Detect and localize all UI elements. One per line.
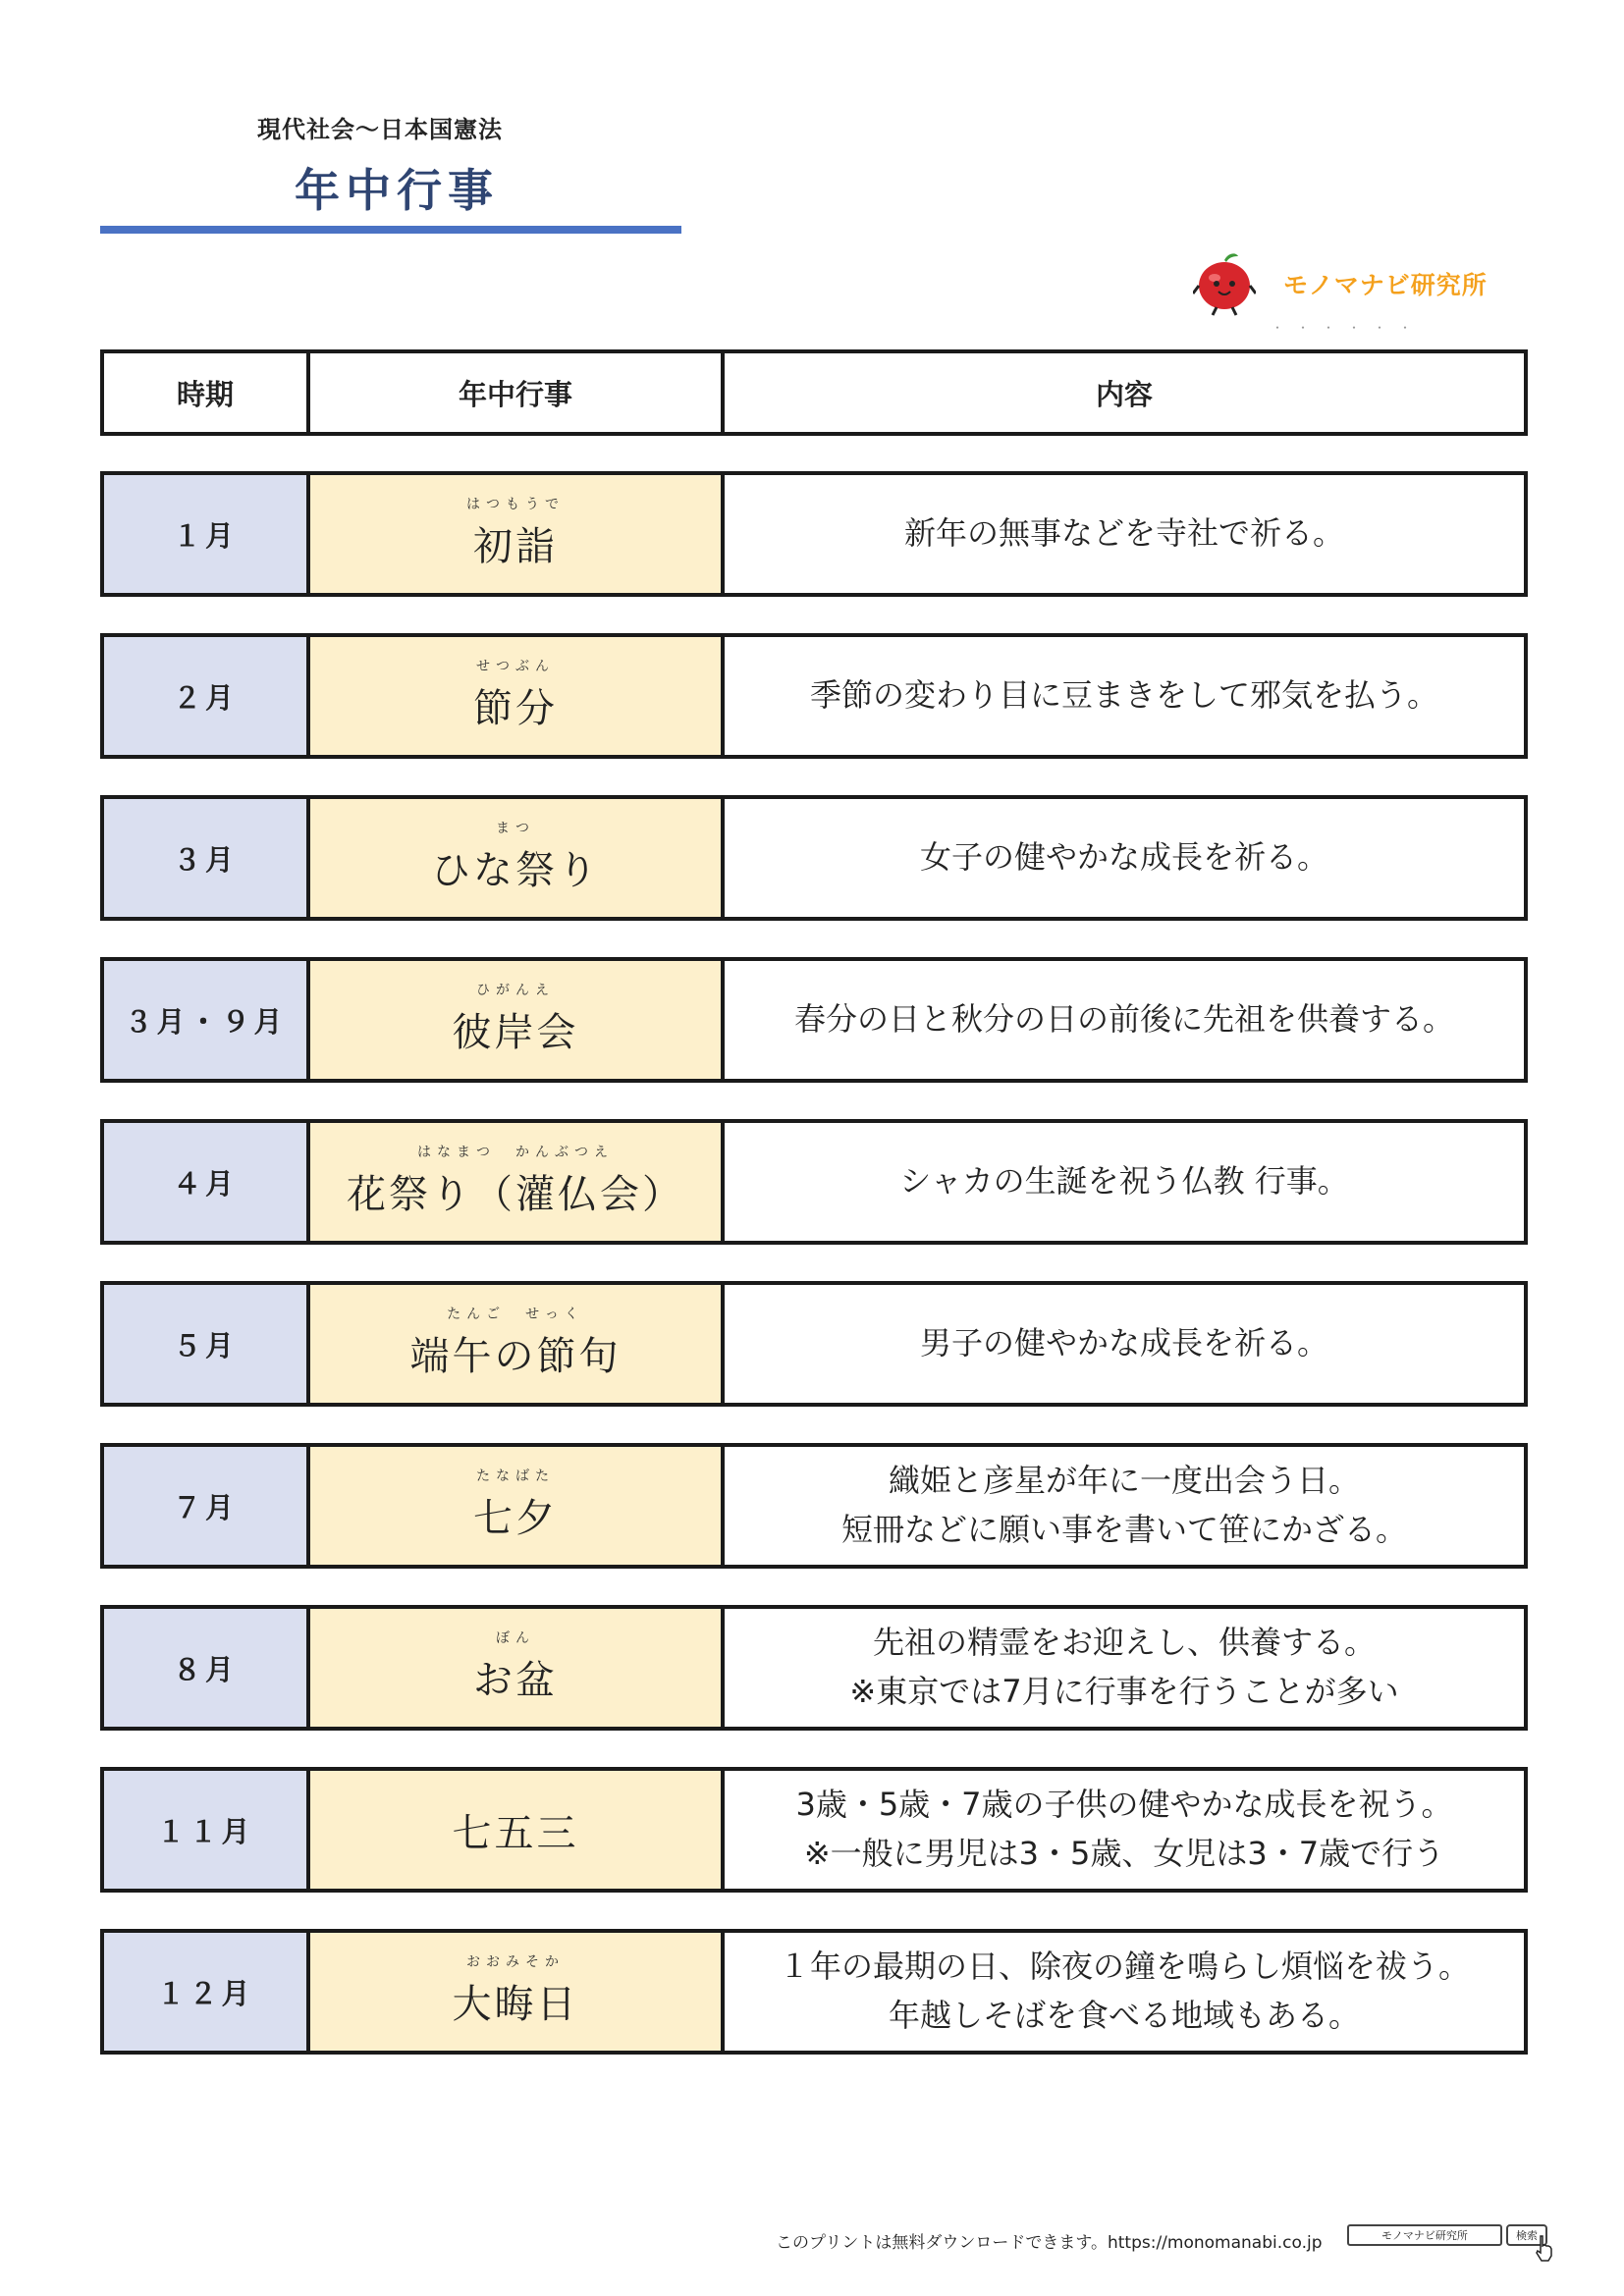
- event-ruby: はなまつ かんぶつえ: [417, 1144, 614, 1160]
- brand-logo: [1173, 240, 1507, 339]
- content-line: 春分の日と秋分の日の前後に先祖を供養する。: [793, 1000, 1454, 1039]
- content-line: 女子の健やかな成長を祈る。: [919, 838, 1328, 877]
- row-content: [725, 637, 1524, 755]
- column-header-period: 時期: [104, 353, 310, 432]
- row-period: ８月: [104, 1609, 310, 1727]
- row-period: ５月: [104, 1285, 310, 1403]
- row-event: [310, 1285, 725, 1403]
- page-subtitle: 現代社会〜日本国憲法: [257, 116, 503, 143]
- row-period: ２月: [104, 637, 310, 755]
- event-ruby: はつもうで: [466, 496, 565, 512]
- row-event: [310, 1771, 725, 1889]
- column-header-content: 内容: [1095, 377, 1153, 411]
- content-line: 先祖の精霊をお迎えし、供養する。: [872, 1624, 1376, 1662]
- row-content: [725, 1123, 1524, 1241]
- event-ruby: ひがんえ: [476, 982, 555, 998]
- row-content: [725, 475, 1524, 593]
- row-event: [310, 1447, 725, 1565]
- event-ruby: たなばた: [476, 1468, 555, 1484]
- table-row: [100, 1119, 1528, 1245]
- event-name: ひな祭り: [431, 847, 600, 893]
- footer-download-note: このプリントは無料ダウンロードできます。https://monomanabi.co.jp: [776, 2233, 1323, 2253]
- row-event: [310, 637, 725, 755]
- content-line: 男子の健やかな成長を祈る。: [919, 1324, 1328, 1362]
- content-line: ※一般に男児は3・5歳、女児は3・7歳で行う: [803, 1835, 1445, 1872]
- row-period: １２月: [104, 1933, 310, 2051]
- row-period: ７月: [104, 1447, 310, 1565]
- row-period: １月: [104, 475, 310, 593]
- event-name: 七夕: [473, 1495, 558, 1541]
- row-event: [310, 475, 725, 593]
- row-event: [310, 961, 725, 1079]
- content-line: ※東京では7月に行事を行うことが多い: [849, 1673, 1399, 1710]
- column-header-event: 年中行事: [310, 353, 725, 432]
- hand-cursor-icon: [1534, 2234, 1555, 2262]
- event-ruby: せつぶん: [476, 658, 555, 674]
- row-period: ３月・９月: [104, 961, 310, 1079]
- row-content: [725, 1447, 1524, 1565]
- brand-name: モノマナビ研究所: [1283, 271, 1488, 299]
- table-row: [100, 795, 1528, 921]
- footer-search-button: 検索: [1506, 2224, 1547, 2246]
- row-event: [310, 1123, 725, 1241]
- table-row: [100, 1281, 1528, 1407]
- row-content: [725, 1771, 1524, 1889]
- row-event: [310, 799, 725, 917]
- event-name: 彼岸会: [452, 1009, 579, 1055]
- title-underline: [100, 226, 681, 234]
- table-row: [100, 1605, 1528, 1731]
- footer-search-field: モノマナビ研究所: [1347, 2224, 1502, 2246]
- event-name: 節分: [473, 685, 558, 731]
- row-period: １１月: [104, 1771, 310, 1889]
- row-content: [725, 961, 1524, 1079]
- event-name: 初詣: [473, 523, 558, 569]
- content-line: シャカの生誕を祝う仏教 行事。: [899, 1162, 1349, 1201]
- table-row: [100, 471, 1528, 597]
- row-period: ３月: [104, 799, 310, 917]
- row-content: [725, 1285, 1524, 1403]
- table-row: [100, 1767, 1528, 1893]
- table-row: [100, 957, 1528, 1083]
- event-name: 端午の節句: [409, 1333, 622, 1379]
- event-ruby: まつ: [496, 820, 535, 836]
- content-line: 織姫と彦星が年に一度出会う日。: [888, 1462, 1360, 1500]
- content-line: １年の最期の日、除夜の鐘を鳴らし煩悩を祓う。: [778, 1948, 1470, 1986]
- page-title: 年中行事: [295, 164, 499, 217]
- row-content: [725, 1609, 1524, 1727]
- table-row: [100, 1929, 1528, 2055]
- event-name: 七五三: [452, 1810, 579, 1856]
- brand-dots: ・・・・・・: [1272, 321, 1426, 335]
- event-ruby: ぼん: [496, 1629, 535, 1646]
- content-line: 季節の変わり目に豆まきをして邪気を払う。: [809, 676, 1438, 715]
- row-period: ４月: [104, 1123, 310, 1241]
- event-name: 花祭り（灌仏会）: [347, 1171, 684, 1217]
- content-line: 3歳・5歳・7歳の子供の健やかな成長を祝う。: [795, 1786, 1453, 1824]
- content-line: 年越しそばを食べる地域もある。: [888, 1997, 1360, 2034]
- table-row: [100, 633, 1528, 759]
- event-name: 大晦日: [452, 1981, 579, 2027]
- row-content: [725, 1933, 1524, 2051]
- table-row: [100, 1443, 1528, 1569]
- row-event: [310, 1609, 725, 1727]
- table-header: [100, 349, 1528, 436]
- row-content: [725, 799, 1524, 917]
- event-ruby: たんご せっく: [447, 1306, 584, 1322]
- row-event: [310, 1933, 725, 2051]
- event-name: お盆: [473, 1657, 558, 1703]
- content-line: 新年の無事などを寺社で祈る。: [903, 514, 1344, 553]
- apple-mascot-icon: [1193, 252, 1256, 317]
- content-line: 短冊などに願い事を書いて笹にかざる。: [840, 1511, 1407, 1548]
- event-ruby: おおみそか: [466, 1953, 565, 1970]
